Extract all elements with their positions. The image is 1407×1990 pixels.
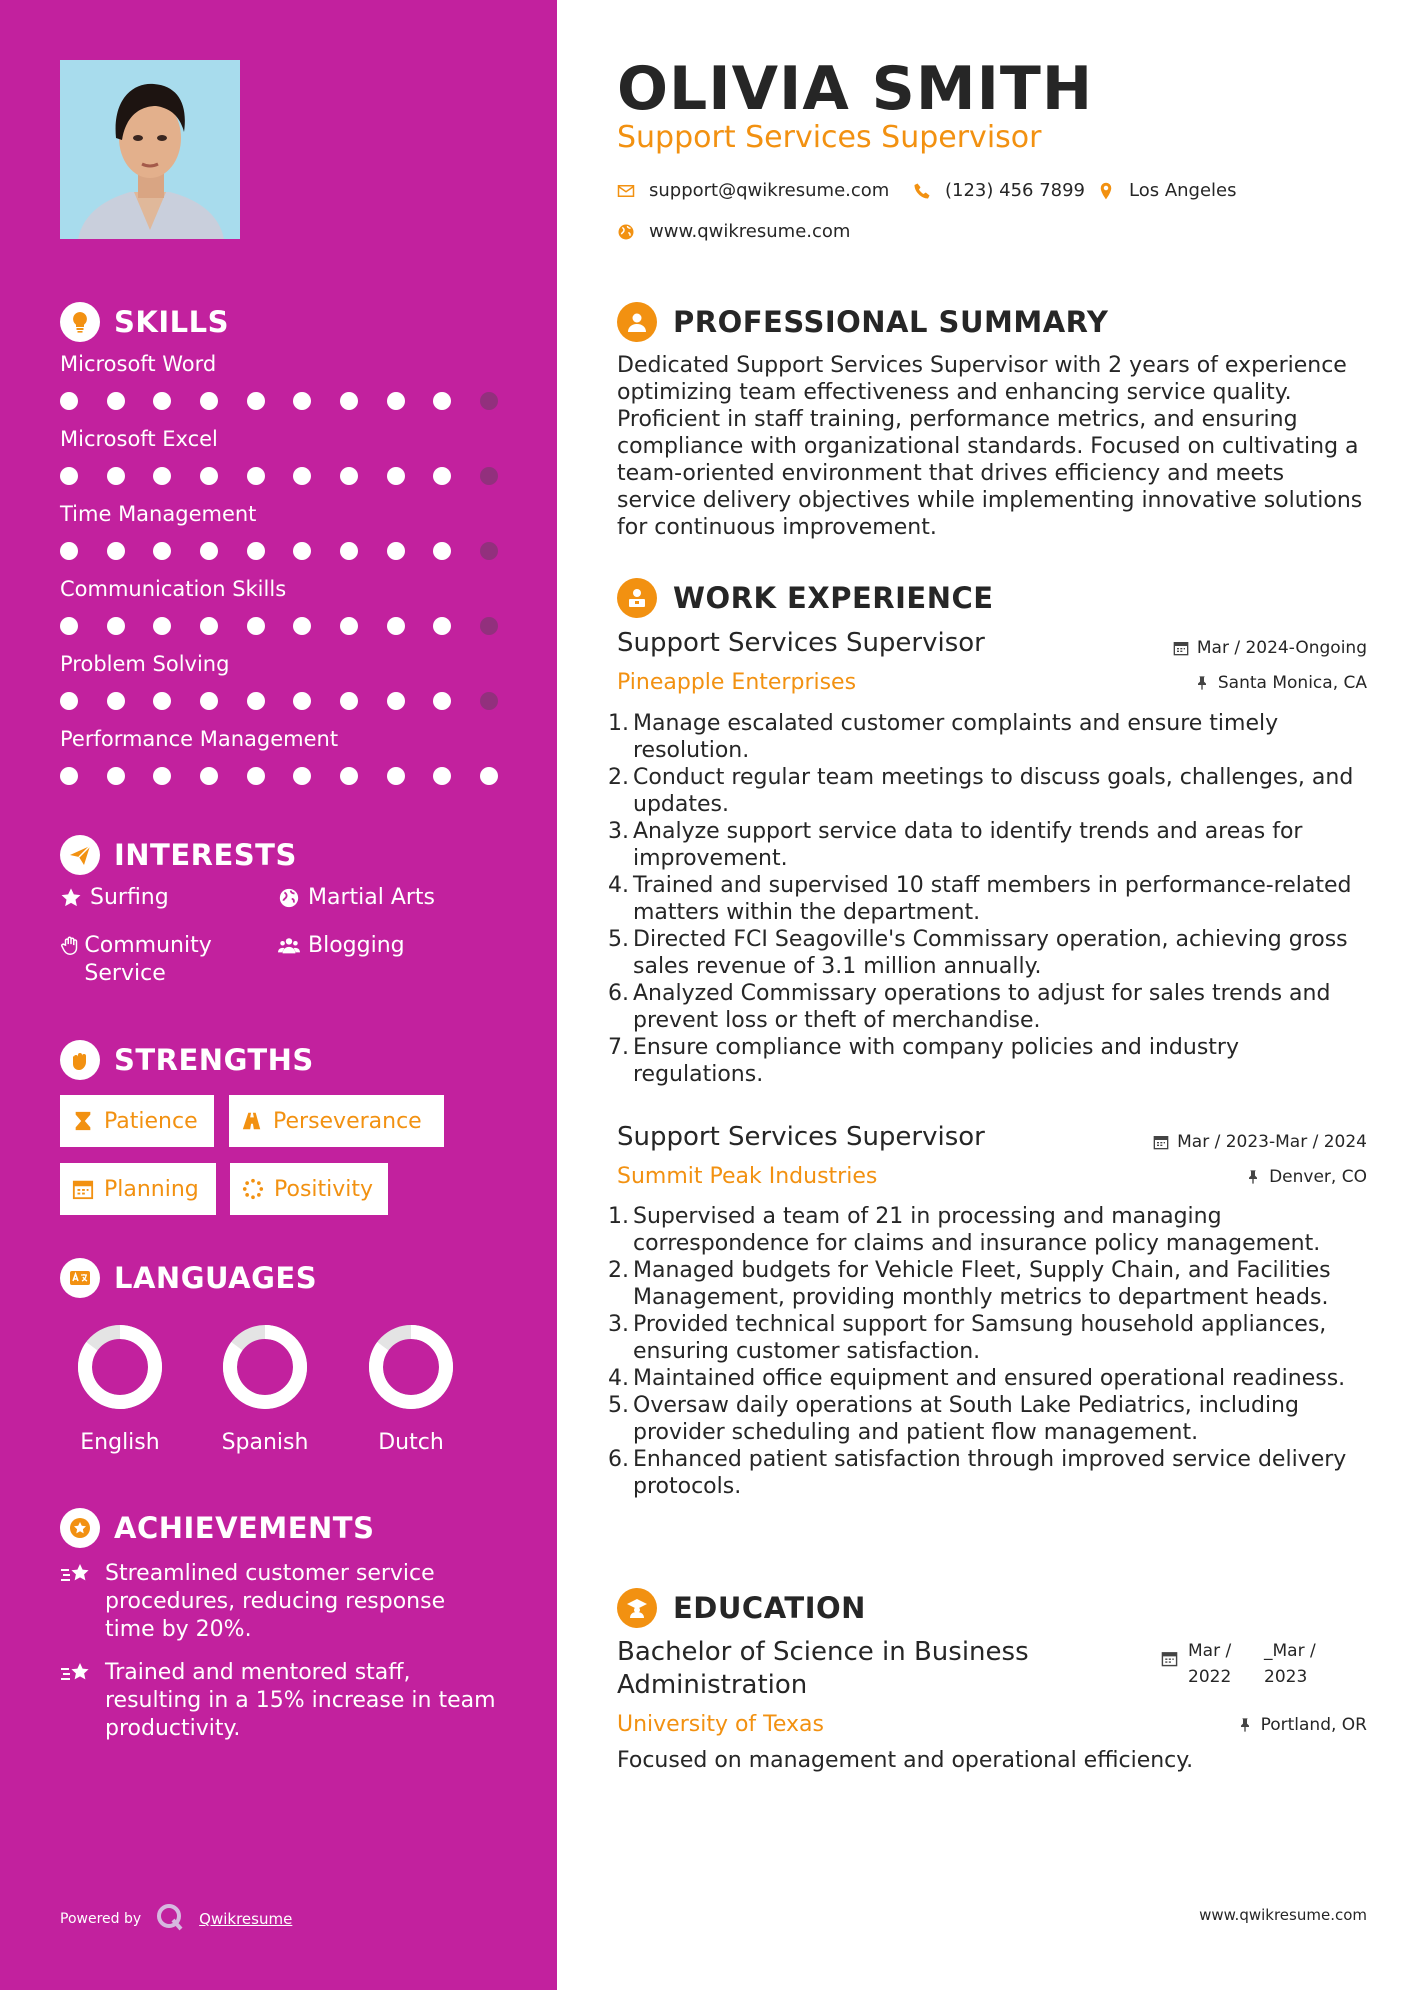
rating-dot [153, 617, 171, 635]
rating-dot [247, 692, 265, 710]
rating-dot [153, 542, 171, 560]
rating-dot [433, 617, 451, 635]
hand-icon [60, 932, 84, 988]
rating-dot [480, 692, 498, 710]
skill-rating [60, 467, 500, 485]
language-name: Dutch [378, 1430, 444, 1455]
rating-dot [60, 692, 78, 710]
job-title: Support Services Supervisor [617, 1122, 985, 1152]
skill-row [60, 427, 500, 485]
shooting-star-icon [60, 1560, 105, 1644]
language-name: Spanish [221, 1430, 309, 1455]
rating-dot [247, 542, 265, 560]
duty-text: Maintained office equipment and ensured operational readiness. [633, 1366, 1346, 1391]
job-duties [608, 710, 1369, 1088]
interests-title: INTERESTS [114, 838, 297, 872]
job-location [1245, 1167, 1367, 1187]
job-date [1173, 638, 1367, 658]
rating-dot [153, 392, 171, 410]
achievements-heading [60, 1508, 374, 1548]
rating-dot [480, 767, 498, 785]
achievements-title: ACHIEVEMENTS [114, 1511, 375, 1545]
calendar-icon [1173, 640, 1189, 656]
pin-icon [1237, 1717, 1253, 1733]
fist-icon [60, 1040, 100, 1080]
duty-text: Analyzed Commissary operations to adjust for sales trends and prevent loss or theft of merchandise. [633, 981, 1331, 1033]
rating-dot [107, 392, 125, 410]
duty-item [608, 1034, 1369, 1088]
briefcase-user-icon [617, 578, 657, 618]
strength-badge [229, 1095, 444, 1147]
globe-icon [278, 884, 308, 912]
rating-dot [60, 767, 78, 785]
rating-dot [340, 692, 358, 710]
duty-number: 4. [608, 1366, 629, 1391]
rating-dot [60, 617, 78, 635]
rating-dot [200, 542, 218, 560]
interest-label: Surfing [90, 885, 169, 910]
rating-dot [340, 767, 358, 785]
contact-phone[interactable] [913, 180, 1085, 201]
rating-dot [153, 767, 171, 785]
duty-text: Provided technical support for Samsung household appliances, ensuring customer satisfaction. [633, 1312, 1327, 1364]
duty-number: 1. [608, 711, 629, 736]
achievement-item [60, 1560, 500, 1644]
duty-item [608, 764, 1369, 818]
calendar-icon [1161, 1650, 1178, 1667]
job-date-text: Mar / 2023-Mar / 2024 [1177, 1132, 1367, 1152]
rating-dot [153, 692, 171, 710]
duty-item [608, 980, 1369, 1034]
achievement-text: Streamlined customer service procedures, reducing response time by 20%. [105, 1561, 446, 1642]
lightbulb-icon [60, 302, 100, 342]
strengths-heading [60, 1040, 314, 1080]
duty-number: 4. [608, 873, 629, 898]
rating-dot [340, 467, 358, 485]
education-start [1188, 1638, 1240, 1690]
skill-name: Problem Solving [60, 652, 230, 676]
skill-name: Microsoft Excel [60, 427, 218, 451]
language-item [356, 1324, 466, 1455]
contact-location [1097, 180, 1237, 201]
rating-dot [480, 467, 498, 485]
languages-title: LANGUAGES [114, 1261, 318, 1295]
duty-number: 5. [608, 1393, 629, 1418]
star-icon [60, 884, 90, 912]
rating-dot [107, 467, 125, 485]
skill-rating [60, 542, 500, 560]
duty-number: 5. [608, 927, 629, 952]
rating-dot [387, 542, 405, 560]
duty-text: Oversaw daily operations at South Lake Pediatrics, including provider scheduling and patient flow management. [633, 1393, 1299, 1445]
end-year: 2023 [1264, 1667, 1308, 1687]
duty-item [608, 1311, 1369, 1365]
rating-dot [293, 692, 311, 710]
rating-dot [293, 767, 311, 785]
education-title: EDUCATION [673, 1591, 866, 1625]
strength-badge [60, 1163, 216, 1215]
degree-title: Bachelor of Science in Business Administration [617, 1637, 1029, 1700]
rating-dot [247, 467, 265, 485]
duty-number: 6. [608, 981, 629, 1006]
interest-item [278, 932, 405, 960]
summary-text: Dedicated Support Services Supervisor with 2 years of experience optimizing team effectiveness and enhancing service quality. Proficient in staff training, performance metrics, and ensuring compliance with organizational standards. Focused on cultivating a team-oriented environment that drives efficiency and meets service delivery objectives while implementing innovative solutions for continuous improvement. [617, 353, 1363, 540]
skill-name: Time Management [60, 502, 257, 526]
strength-label: Patience [104, 1108, 198, 1134]
skill-row [60, 352, 500, 410]
users-icon [278, 932, 308, 960]
rating-dot [340, 542, 358, 560]
rating-dot [293, 392, 311, 410]
rating-dot [200, 692, 218, 710]
education-description: Focused on management and operational efficiency. [617, 1748, 1194, 1773]
education-location [1237, 1715, 1367, 1735]
rating-dot [387, 692, 405, 710]
rating-dot [480, 617, 498, 635]
language-ring [77, 1324, 163, 1410]
strength-badge [230, 1163, 388, 1215]
duty-item [608, 872, 1369, 926]
education-heading [617, 1588, 866, 1628]
skill-rating [60, 617, 500, 635]
pin-icon [1194, 675, 1210, 691]
rating-dot [153, 467, 171, 485]
achievement-text: Trained and mentored staff, resulting in a 15% increase in team productivity. [105, 1660, 496, 1741]
duty-item [608, 710, 1369, 764]
rating-dot [433, 767, 451, 785]
powered-by [60, 1902, 292, 1936]
skill-rating [60, 692, 500, 710]
sidebar [0, 0, 557, 1990]
skills-heading [60, 302, 229, 342]
qwikresume-link[interactable]: Qwikresume [199, 1910, 293, 1928]
education-end [1264, 1638, 1316, 1690]
duty-text: Analyze support service data to identify trends and areas for improvement. [633, 819, 1303, 871]
rating-dot [200, 392, 218, 410]
rating-dot [293, 467, 311, 485]
skill-name: Communication Skills [60, 577, 287, 601]
contact-website[interactable] [617, 221, 850, 242]
duty-number: 2. [608, 1258, 629, 1283]
summary-title: PROFESSIONAL SUMMARY [673, 305, 1109, 339]
skill-name: Performance Management [60, 727, 339, 751]
map-marker-icon [1097, 182, 1115, 200]
hourglass-icon [72, 1110, 94, 1132]
shooting-star-icon [60, 1659, 105, 1743]
rating-dot [200, 767, 218, 785]
rating-dot [60, 467, 78, 485]
job-company: Pineapple Enterprises [617, 670, 857, 695]
languages-heading [60, 1258, 317, 1298]
language-name: English [80, 1430, 160, 1455]
skills-title: SKILLS [114, 305, 229, 339]
strengths-title: STRENGTHS [114, 1043, 314, 1077]
skill-row [60, 727, 500, 785]
duty-text: Trained and supervised 10 staff members in performance-related matters within the department. [633, 873, 1352, 925]
rating-dot [107, 542, 125, 560]
rating-dot [247, 617, 265, 635]
interests-heading [60, 835, 297, 875]
spinner-icon [242, 1178, 264, 1200]
rating-dot [107, 767, 125, 785]
end-month: _Mar / [1264, 1641, 1316, 1661]
strength-badge [60, 1095, 214, 1147]
strength-label: Perseverance [273, 1108, 422, 1134]
skill-row [60, 502, 500, 560]
education-dates [1161, 1638, 1340, 1690]
duty-text: Ensure compliance with company policies and industry regulations. [633, 1035, 1239, 1087]
education-location-text: Portland, OR [1260, 1715, 1367, 1735]
language-item [65, 1324, 175, 1455]
job-date-text: Mar / 2024-Ongoing [1196, 638, 1367, 658]
main-content [557, 0, 1407, 1990]
location-text: Los Angeles [1129, 180, 1237, 201]
candidate-role: Support Services Supervisor [617, 120, 1042, 155]
job-date [1153, 1132, 1367, 1152]
rating-dot [107, 617, 125, 635]
duty-item [608, 1203, 1369, 1257]
rating-dot [433, 542, 451, 560]
duty-text: Supervised a team of 21 in processing and managing correspondence for claims and insurance policy management. [633, 1204, 1321, 1256]
website-text[interactable]: www.qwikresume.com [649, 221, 851, 242]
qwikresume-logo-icon [155, 1902, 185, 1936]
duty-number: 2. [608, 765, 629, 790]
user-icon [617, 302, 657, 342]
job-location-text: Santa Monica, CA [1217, 673, 1367, 693]
skill-row [60, 577, 500, 635]
job-duties [608, 1203, 1369, 1500]
skill-rating [60, 392, 500, 410]
rating-dot [387, 392, 405, 410]
interest-label: Blogging [308, 933, 405, 958]
strength-label: Planning [104, 1176, 199, 1202]
duty-text: Enhanced patient satisfaction through improved service delivery protocols. [633, 1447, 1347, 1499]
rating-dot [433, 467, 451, 485]
duty-item [608, 1446, 1369, 1500]
rating-dot [340, 617, 358, 635]
powered-by-label: Powered by [60, 1911, 142, 1927]
work-heading [617, 578, 994, 618]
phone-icon [913, 182, 931, 200]
work-title: WORK EXPERIENCE [673, 581, 994, 615]
road-icon [241, 1110, 263, 1132]
job-title: Support Services Supervisor [617, 628, 985, 658]
rating-dot [107, 692, 125, 710]
graduate-icon [617, 1588, 657, 1628]
duty-text: Manage escalated customer complaints and ensure timely resolution. [633, 711, 1279, 763]
duty-item [608, 818, 1369, 872]
duty-text: Conduct regular team meetings to discuss goals, challenges, and updates. [633, 765, 1354, 817]
rating-dot [387, 617, 405, 635]
duty-number: 6. [608, 1447, 629, 1472]
profile-photo [60, 60, 240, 239]
duty-number: 7. [608, 1035, 629, 1060]
rating-dot [433, 692, 451, 710]
job-location [1194, 673, 1367, 693]
interest-label: Community Service [84, 933, 212, 986]
rating-dot [293, 617, 311, 635]
job-location-text: Denver, CO [1269, 1167, 1367, 1187]
rating-dot [60, 542, 78, 560]
skill-name: Microsoft Word [60, 352, 217, 376]
duty-text: Directed FCI Seagoville's Commissary operation, achieving gross sales revenue of 3.1 million annually. [633, 927, 1348, 979]
rating-dot [60, 392, 78, 410]
interest-item [60, 884, 169, 912]
calendar-icon [72, 1178, 94, 1200]
rating-dot [200, 617, 218, 635]
rating-dot [293, 542, 311, 560]
strength-label: Positivity [274, 1176, 374, 1202]
start-year: 2022 [1188, 1667, 1232, 1687]
interest-item [278, 884, 435, 912]
duty-item [608, 1365, 1369, 1392]
email-text[interactable]: support@qwikresume.com [649, 180, 890, 201]
job-company: Summit Peak Industries [617, 1164, 878, 1189]
phone-text[interactable]: (123) 456 7899 [945, 180, 1086, 201]
rating-dot [480, 392, 498, 410]
rating-dot [340, 392, 358, 410]
candidate-name: OLIVIA SMITH [617, 54, 1094, 124]
summary-heading [617, 302, 1108, 342]
medal-icon [60, 1508, 100, 1548]
language-ring [222, 1324, 308, 1410]
duty-item [608, 926, 1369, 980]
pin-icon [1245, 1169, 1261, 1185]
rating-dot [387, 767, 405, 785]
duty-number: 3. [608, 1312, 629, 1337]
calendar-icon [1153, 1134, 1169, 1150]
rating-dot [200, 467, 218, 485]
rating-dot [247, 392, 265, 410]
school-name: University of Texas [617, 1712, 824, 1737]
interest-label: Martial Arts [308, 885, 436, 910]
rating-dot [480, 542, 498, 560]
achievement-item [60, 1659, 500, 1743]
skill-rating [60, 767, 500, 785]
contact-email[interactable] [617, 180, 889, 201]
envelope-icon [617, 182, 635, 200]
language-item [210, 1324, 320, 1455]
skill-row [60, 652, 500, 710]
globe-icon [617, 223, 635, 241]
rating-dot [247, 767, 265, 785]
rating-dot [387, 467, 405, 485]
rating-dot [433, 392, 451, 410]
interest-item [60, 932, 260, 988]
duty-number: 1. [608, 1204, 629, 1229]
language-icon [60, 1258, 100, 1298]
duty-number: 3. [608, 819, 629, 844]
start-month: Mar / [1188, 1641, 1232, 1661]
duty-item [608, 1392, 1369, 1446]
language-ring [368, 1324, 454, 1410]
duty-item [608, 1257, 1369, 1311]
duty-text: Managed budgets for Vehicle Fleet, Supply Chain, and Facilities Management, providing monthly metrics to department heads. [633, 1258, 1331, 1310]
paper-plane-icon [60, 835, 100, 875]
footer-website[interactable]: www.qwikresume.com [1199, 1906, 1367, 1924]
